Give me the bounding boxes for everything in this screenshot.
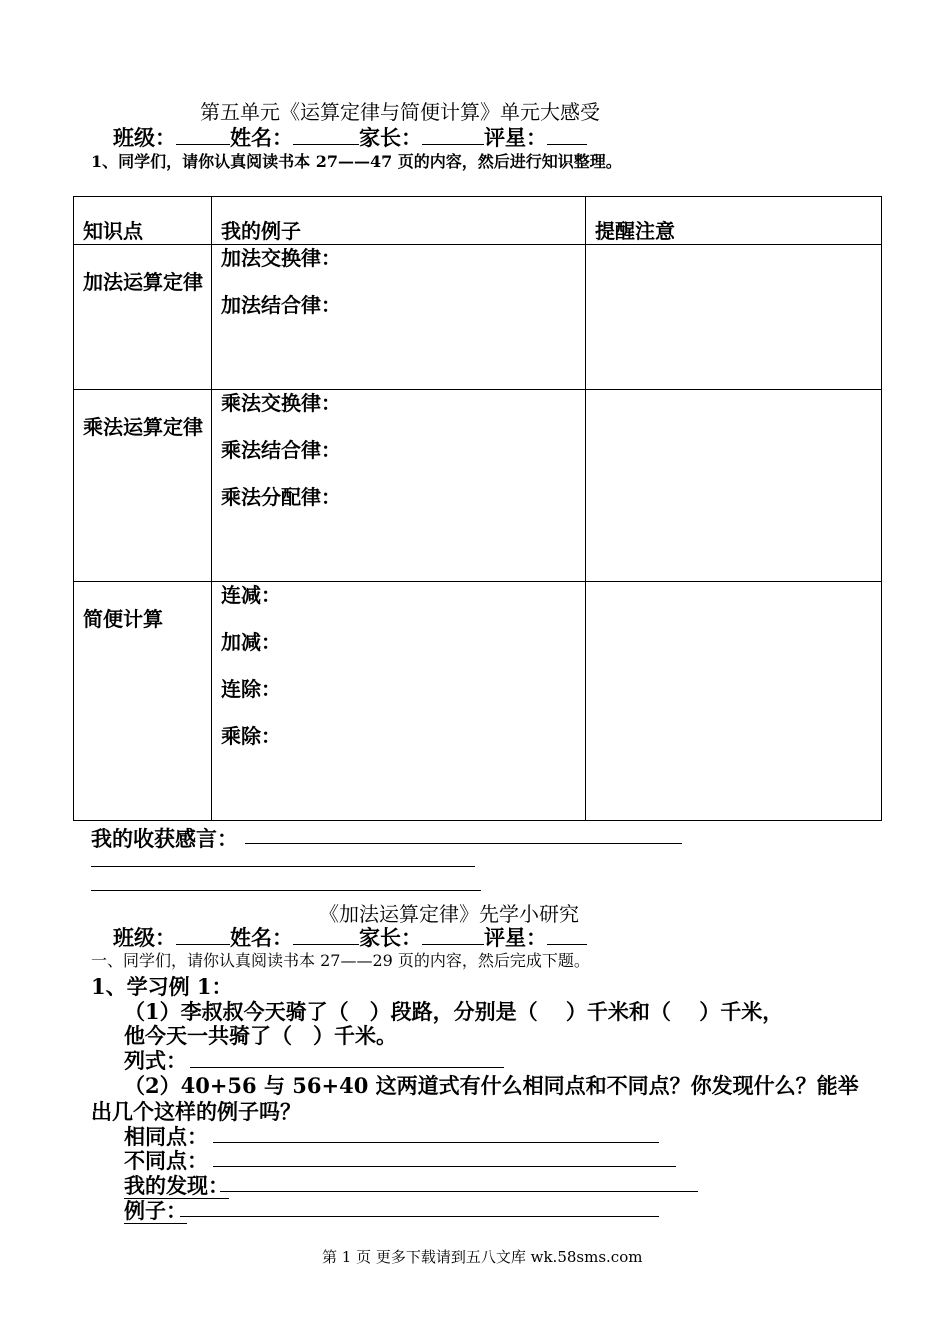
reminder-cell[interactable] — [586, 390, 882, 582]
reminder-cell[interactable] — [586, 582, 882, 821]
header-knowledge-point: 知识点 — [74, 197, 212, 245]
class-label: 班级： — [113, 925, 176, 950]
examples-cell[interactable] — [212, 245, 586, 390]
diff-line[interactable] — [213, 1166, 676, 1167]
table-row — [74, 245, 882, 390]
discovery-label: 我的发现： — [124, 1173, 229, 1198]
rating-blank[interactable] — [547, 124, 587, 145]
rating-label: 评星： — [484, 125, 547, 150]
example-label: 例子： — [124, 1198, 187, 1223]
class-label: 班级： — [113, 125, 176, 150]
instruction-text: 1、同学们，请你认真阅读书本 27——47 页的内容，然后进行知识整理。 — [91, 152, 622, 171]
diff-label: 不同点： — [124, 1148, 208, 1173]
parent-label: 家长： — [359, 125, 422, 150]
example-label: 乘法分配律： — [221, 485, 341, 509]
parent-blank[interactable] — [422, 124, 484, 145]
section2-title: 《加法运算定律》先学小研究 — [319, 902, 579, 926]
harvest-line[interactable] — [245, 843, 682, 844]
harvest-line[interactable] — [91, 890, 481, 891]
same-line[interactable] — [213, 1142, 659, 1143]
harvest-label: 我的收获感言： — [91, 826, 238, 851]
rating-label: 评星： — [484, 925, 547, 950]
example-line[interactable] — [180, 1216, 659, 1217]
example-label: 连除： — [221, 677, 281, 701]
rating-blank[interactable] — [547, 924, 587, 945]
page-title: 第五单元《运算定律与简便计算》单元大感受 — [200, 100, 600, 124]
category-simple-calculation: 简便计算 — [83, 607, 163, 631]
reminder-cell[interactable] — [586, 245, 882, 390]
class-blank[interactable] — [176, 924, 230, 945]
example-label: 加减： — [221, 630, 281, 654]
name-blank[interactable] — [293, 924, 359, 945]
example-label: 加法结合律： — [221, 293, 341, 317]
same-label: 相同点： — [124, 1124, 208, 1149]
table-row — [74, 390, 882, 582]
question-1-part-2-cont: 出几个这样的例子吗？ — [91, 1099, 301, 1124]
name-blank[interactable] — [293, 124, 359, 145]
question-1-part-1-cont: 他今天一共骑了（ ）千米。 — [124, 1023, 397, 1048]
name-label: 姓名： — [230, 125, 293, 150]
header-reminders: 提醒注意 — [586, 197, 882, 245]
discovery-line[interactable] — [220, 1191, 698, 1192]
example-label: 连减： — [221, 583, 281, 607]
name-label: 姓名： — [230, 925, 293, 950]
header-my-examples: 我的例子 — [212, 197, 586, 245]
example-label: 加法交换律： — [221, 246, 341, 270]
examples-cell[interactable] — [212, 582, 586, 821]
class-blank[interactable] — [176, 124, 230, 145]
formula-label: 列式： — [124, 1048, 187, 1073]
instruction-text-2: 一、同学们，请你认真阅读书本 27——29 页的内容，然后完成下题。 — [91, 951, 590, 970]
question-1-heading: 1、学习例 1： — [91, 974, 233, 999]
example-label: 乘除： — [221, 724, 281, 748]
student-info-row — [113, 122, 587, 152]
harvest-line[interactable] — [91, 866, 475, 867]
table-row — [74, 582, 882, 821]
question-1-part-1: （1）李叔叔今天骑了（ ）段路，分别是（ ）千米和（ ）千米， — [124, 999, 784, 1024]
example-label: 乘法结合律： — [221, 438, 341, 462]
formula-line[interactable] — [190, 1067, 504, 1068]
question-1-part-2: （2）40+56 与 56+40 这两道式有什么相同点和不同点？你发现什么？能举 — [124, 1073, 859, 1098]
examples-cell[interactable] — [212, 390, 586, 582]
knowledge-table — [73, 196, 882, 821]
parent-blank[interactable] — [422, 924, 484, 945]
category-multiplication-laws: 乘法运算定律 — [83, 415, 203, 439]
category-addition-laws: 加法运算定律 — [83, 270, 203, 294]
page-footer: 第 1 页 更多下载请到五八文库 wk.58sms.com — [322, 1248, 643, 1266]
example-label: 乘法交换律： — [221, 391, 341, 415]
parent-label: 家长： — [359, 925, 422, 950]
